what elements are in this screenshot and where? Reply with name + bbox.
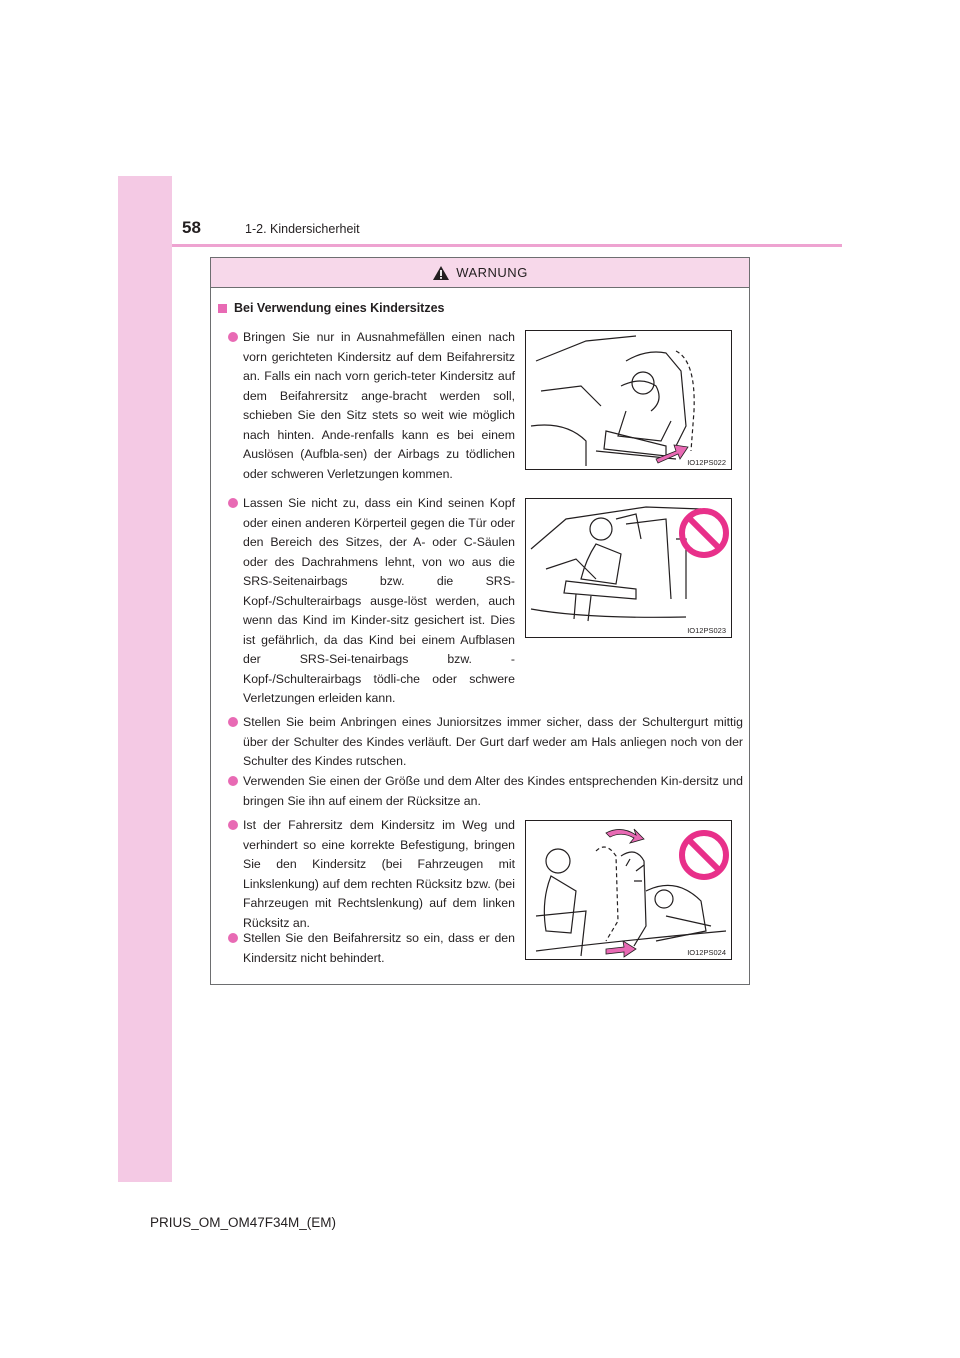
bullet-dot-icon (228, 820, 238, 830)
child-seat-illustration (526, 331, 732, 470)
warning-triangle-icon (432, 265, 450, 281)
bullet-text: Ist der Fahrersitz dem Kindersitz im Weg und verhindert so eine korrekte Befestigung, bringen Sie den Kindersitz (bei Fahrzeugen mit Linkslenkung) auf dem rechten Rücksitz bzw. (bei Fahrzeugen mit Rechtslenkung) auf dem linken Rücksitz an. (243, 818, 515, 930)
bullet-item (243, 328, 515, 484)
bullet-dot-icon (228, 717, 238, 727)
bullet-text: Verwenden Sie einen der Größe und dem Alter des Kindes entsprechenden Kin-dersitz und bringen Sie ihn auf einem der Rücksitze an. (243, 774, 743, 808)
bullet-dot-icon (228, 776, 238, 786)
document-id: PRIUS_OM_OM47F34M_(EM) (150, 1215, 337, 1230)
square-bullet-icon (218, 304, 227, 313)
bullet-item (243, 713, 743, 772)
bullet-text: Lassen Sie nicht zu, dass ein Kind seinen Kopf oder einen anderen Körperteil gegen die Tür oder den Bereich des Sitzes, der A- oder C-Säulen oder des Dachrahmens lehnt, von wo aus die SRS-Seitenairbags bzw. die SRS-Kopf-/Schulterairbags ausge-löst werden, auch wenn das Kind im Kinder-sitz gesichert ist. Dies ist gefährlich, da das Kind bei einem Aufblasen der SRS-Sei-tenairbags bzw. -Kopf-/Schulterairbags tödli-che oder schwere Verletzungen erleiden kann. (243, 496, 515, 705)
prohibition-sign-icon (678, 507, 730, 559)
figure-child-leaning-door (525, 498, 732, 638)
figure-code: IO12PS024 (687, 948, 726, 957)
figure-child-seat-front-passenger (525, 330, 732, 470)
bullet-item (243, 494, 515, 709)
warning-label: WARNUNG (456, 265, 528, 280)
bullet-item (243, 929, 515, 968)
page-number: 58 (182, 218, 201, 237)
bullet-item (243, 772, 743, 811)
figure-driver-seat-blocking (525, 820, 732, 960)
prohibition-sign-icon (678, 829, 730, 881)
bullet-dot-icon (228, 498, 238, 508)
bullet-text: Stellen Sie beim Anbringen eines Juniorsitzes immer sicher, dass der Schultergurt mittig über der Schulter des Kindes verläuft. Der Gurt darf weder am Hals anliegen noch von der Schulter des Kindes rutschen. (243, 715, 743, 768)
chapter-sidebar-tab (118, 176, 172, 1182)
bullet-dot-icon (228, 933, 238, 943)
bullet-text: Stellen Sie den Beifahrersitz so ein, dass er den Kindersitz nicht behindert. (243, 931, 515, 965)
section-heading-text: Bei Verwendung eines Kindersitzes (234, 301, 445, 315)
figure-code: IO12PS022 (687, 458, 726, 467)
header-rule (172, 244, 842, 247)
warning-header (211, 258, 749, 288)
section-title: 1-2. Kindersicherheit (245, 222, 360, 236)
warning-box (210, 257, 750, 985)
bullet-item (243, 816, 515, 933)
section-heading (218, 301, 444, 315)
figure-code: IO12PS023 (687, 626, 726, 635)
bullet-text: Bringen Sie nur in Ausnahmefällen einen nach vorn gerichteten Kindersitz auf dem Beifahrersitz an. Falls ein nach vorn gerich-teter Kindersitz auf dem Beifahrersitz ange-bracht werden soll, schieben Sie den Sitz stets so weit wie möglich nach hinten. Ande-renfalls kann es bei einem Auslösen (Aufbla-sen) der Airbags zu tödlichen oder schweren Verletzungen kommen. (243, 330, 515, 481)
bullet-dot-icon (228, 332, 238, 342)
